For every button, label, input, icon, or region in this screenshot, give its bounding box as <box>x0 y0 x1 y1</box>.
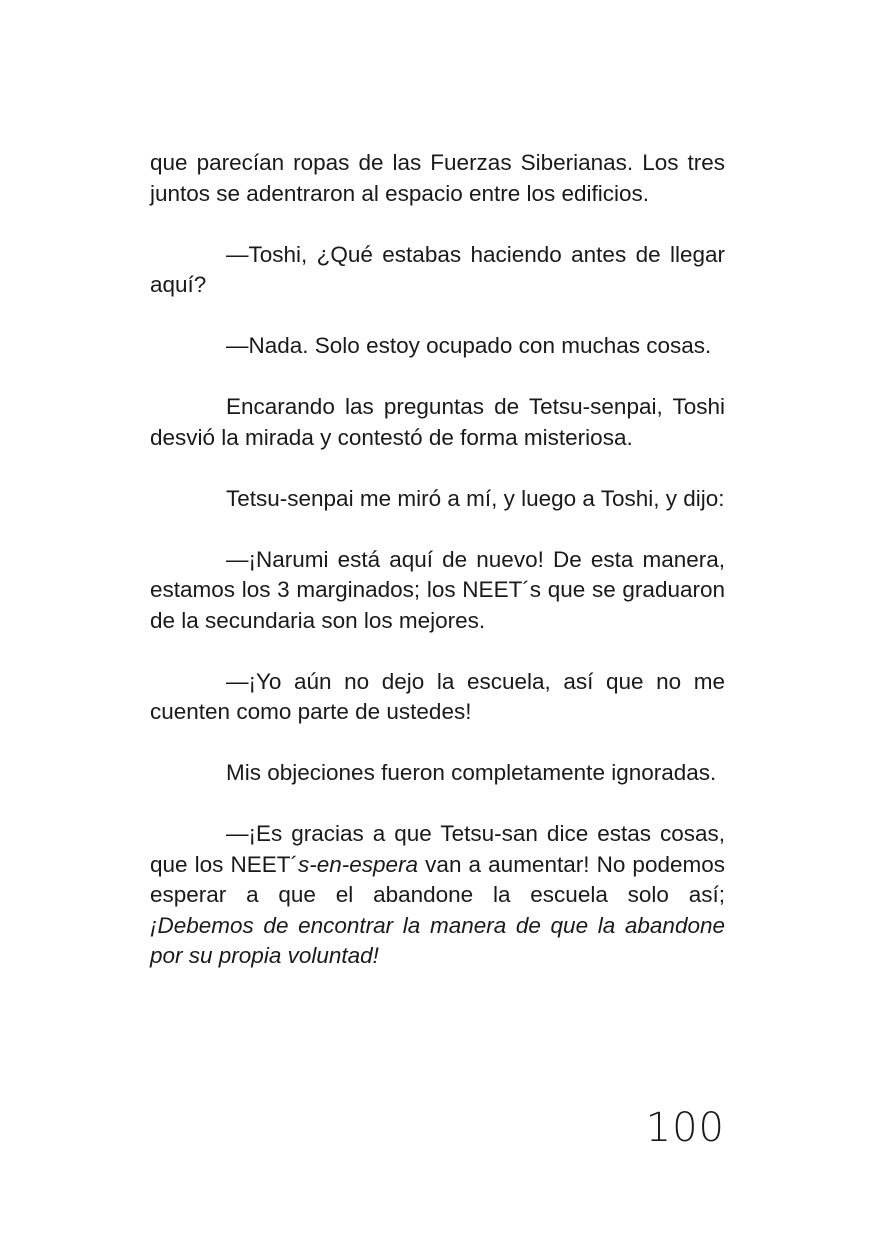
paragraph-6: —¡Narumi está aquí de nuevo! De esta manera, estamos los 3 marginados; los NEET´s que se graduaron de la secundaria son los mejores. <box>150 546 725 633</box>
paragraph-3: —Nada. Solo estoy ocupado con muchas cosas. <box>226 333 712 358</box>
paragraph-9-italic-term: s-en-espera <box>298 851 419 877</box>
paragraph-8: Mis objeciones fueron completamente ignoradas. <box>226 760 717 785</box>
paragraph-9-part-a: —¡Es gracias a que Tetsu-san dice estas cosas, que los NEET´ <box>150 821 725 877</box>
paragraph-2: —Toshi, ¿Qué estabas haciendo antes de llegar aquí? <box>150 241 725 297</box>
paragraph-1: que parecían ropas de las Fuerzas Siberianas. Los tres juntos se adentraron al espacio entre los edificios. <box>150 150 725 206</box>
paragraph-9-italic-closing: ¡Debemos de encontrar la manera de que la abandone por su propia voluntad! <box>150 912 725 968</box>
paragraph-4: Encarando las preguntas de Tetsu-senpai, Toshi desvió la mirada y contestó de forma misteriosa. <box>150 394 725 450</box>
page-body <box>150 148 725 1002</box>
paragraph-5: Tetsu-senpai me miró a mí, y luego a Toshi, y dijo: <box>226 485 725 511</box>
page-number: 100 <box>645 1105 725 1151</box>
paragraph-9-part-c: van a aumentar! No podemos esperar a que el abandone la escuela solo así; <box>150 851 725 907</box>
paragraph-9 <box>150 819 725 972</box>
paragraph-7: —¡Yo aún no dejo la escuela, así que no me cuenten como parte de ustedes! <box>150 668 725 724</box>
